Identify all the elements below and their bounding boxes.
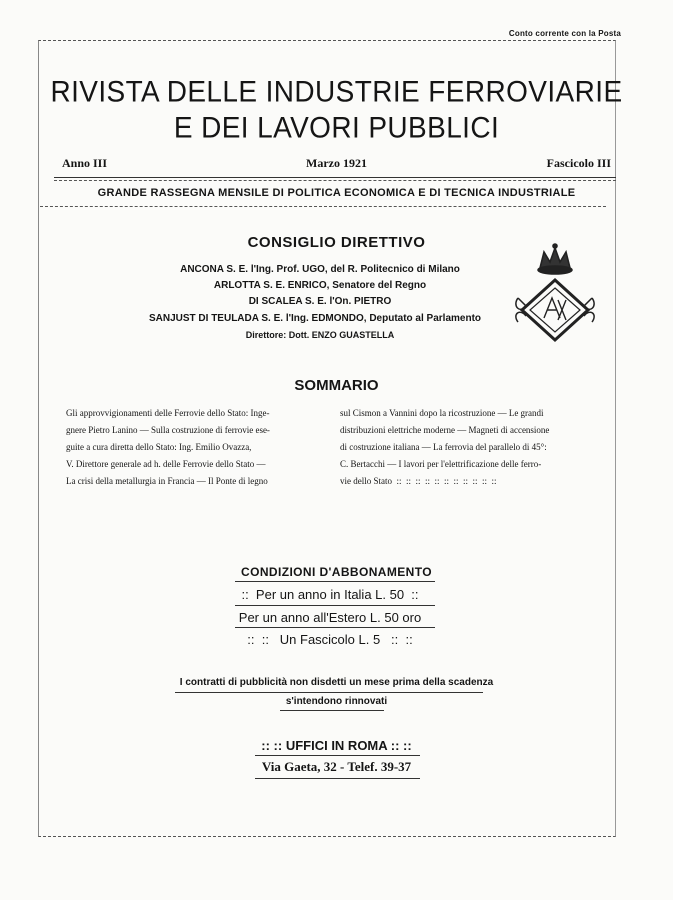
board-member: ANCONA S. E. l'Ing. Prof. UGO, del R. Politecnico di Milano <box>180 264 460 275</box>
crowned-monogram-emblem-icon <box>514 240 596 348</box>
sommario-line: guite a cura diretta dello Stato: Ing. Emilio Ovazza, <box>66 442 252 452</box>
advertising-note-line1: I contratti di pubblicità non disdetti un mese prima della scadenza <box>179 677 494 688</box>
tagline-rule <box>40 206 606 207</box>
board-member: ARLOTTA S. E. ENRICO, Senatore del Regno <box>213 280 427 292</box>
advertising-rule <box>175 692 483 693</box>
offices-address: Via Gaeta, 32 - Telef. 39-37 <box>261 759 412 774</box>
header-rule-dashed <box>54 180 616 181</box>
offices-label: :: :: UFFICI IN ROMA :: :: <box>261 738 412 753</box>
offices-rule <box>255 778 420 779</box>
board-member: SANJUST DI TEULADA S. E. l'Ing. EDMONDO, Deputato al Parlamento <box>148 312 482 324</box>
tagline: GRANDE RASSEGNA MENSILE DI POLITICA ECONOMICA E DI TECNICA INDUSTRIALE <box>97 187 576 199</box>
header-rule <box>54 177 616 178</box>
sommario-line: La crisi della metallurgia in Francia — Il Ponte di legno <box>66 476 268 486</box>
sommario-line: di costruzione italiana — La ferrovia del parallelo di 45°: <box>340 442 547 452</box>
sommario-line: V. Direttore generale ad h. delle Ferrovie dello Stato — <box>66 459 266 469</box>
journal-title-line1: RIVISTA DELLE INDUSTRIE FERROVIARIE <box>50 75 623 108</box>
board-heading: CONSIGLIO DIRETTIVO <box>247 234 426 251</box>
board-members <box>60 262 580 343</box>
subscription-heading: CONDIZIONI D'ABBONAMENTO <box>241 565 432 579</box>
sommario-line: sul Cismon a Vannini dopo la ricostruzione — Le grandi <box>340 408 544 418</box>
sommario-line: vie dello Stato :: :: :: :: :: :: :: :: :: :: :: <box>340 476 497 486</box>
advertising-rule <box>280 710 384 711</box>
journal-title-line2: E DEI LAVORI PUBBLICI <box>173 111 500 144</box>
board-member: DI SCALEA S. E. l'On. PIETRO <box>248 296 392 308</box>
offices-rule <box>255 755 420 756</box>
issue-year: Anno III <box>62 156 108 170</box>
issue-number: Fascicolo III <box>546 156 611 170</box>
subscription-rule <box>235 627 435 628</box>
subscription-rule <box>235 581 435 582</box>
advertising-note-line2: s'intendono rinnovati <box>285 696 388 707</box>
issue-date: Marzo 1921 <box>306 156 367 170</box>
sommario-column-right <box>340 405 605 490</box>
director: Direttore: Dott. ENZO GUASTELLA <box>245 329 395 340</box>
subscription-single-issue: :: :: Un Fascicolo L. 5 :: :: <box>247 632 413 647</box>
sommario-heading: SOMMARIO <box>294 377 379 394</box>
subscription-italy: :: Per un anno in Italia L. 50 :: <box>241 587 419 602</box>
sommario-column-left <box>66 405 331 490</box>
sommario-line: distribuzioni elettriche moderne — Magneti di accensione <box>340 425 550 435</box>
subscription-abroad: Per un anno all'Estero L. 50 oro <box>238 610 422 625</box>
sommario-line: Gli approvvigionamenti delle Ferrovie dello Stato: Inge- <box>66 408 270 418</box>
sommario-line: C. Bertacchi — I lavori per l'elettrificazione delle ferro- <box>340 459 542 469</box>
sommario-line: gnere Pietro Lanino — Sulla costruzione di ferrovie ese- <box>66 425 270 435</box>
postal-note: Conto corrente con la Posta <box>508 29 621 38</box>
subscription-rule <box>235 605 435 606</box>
